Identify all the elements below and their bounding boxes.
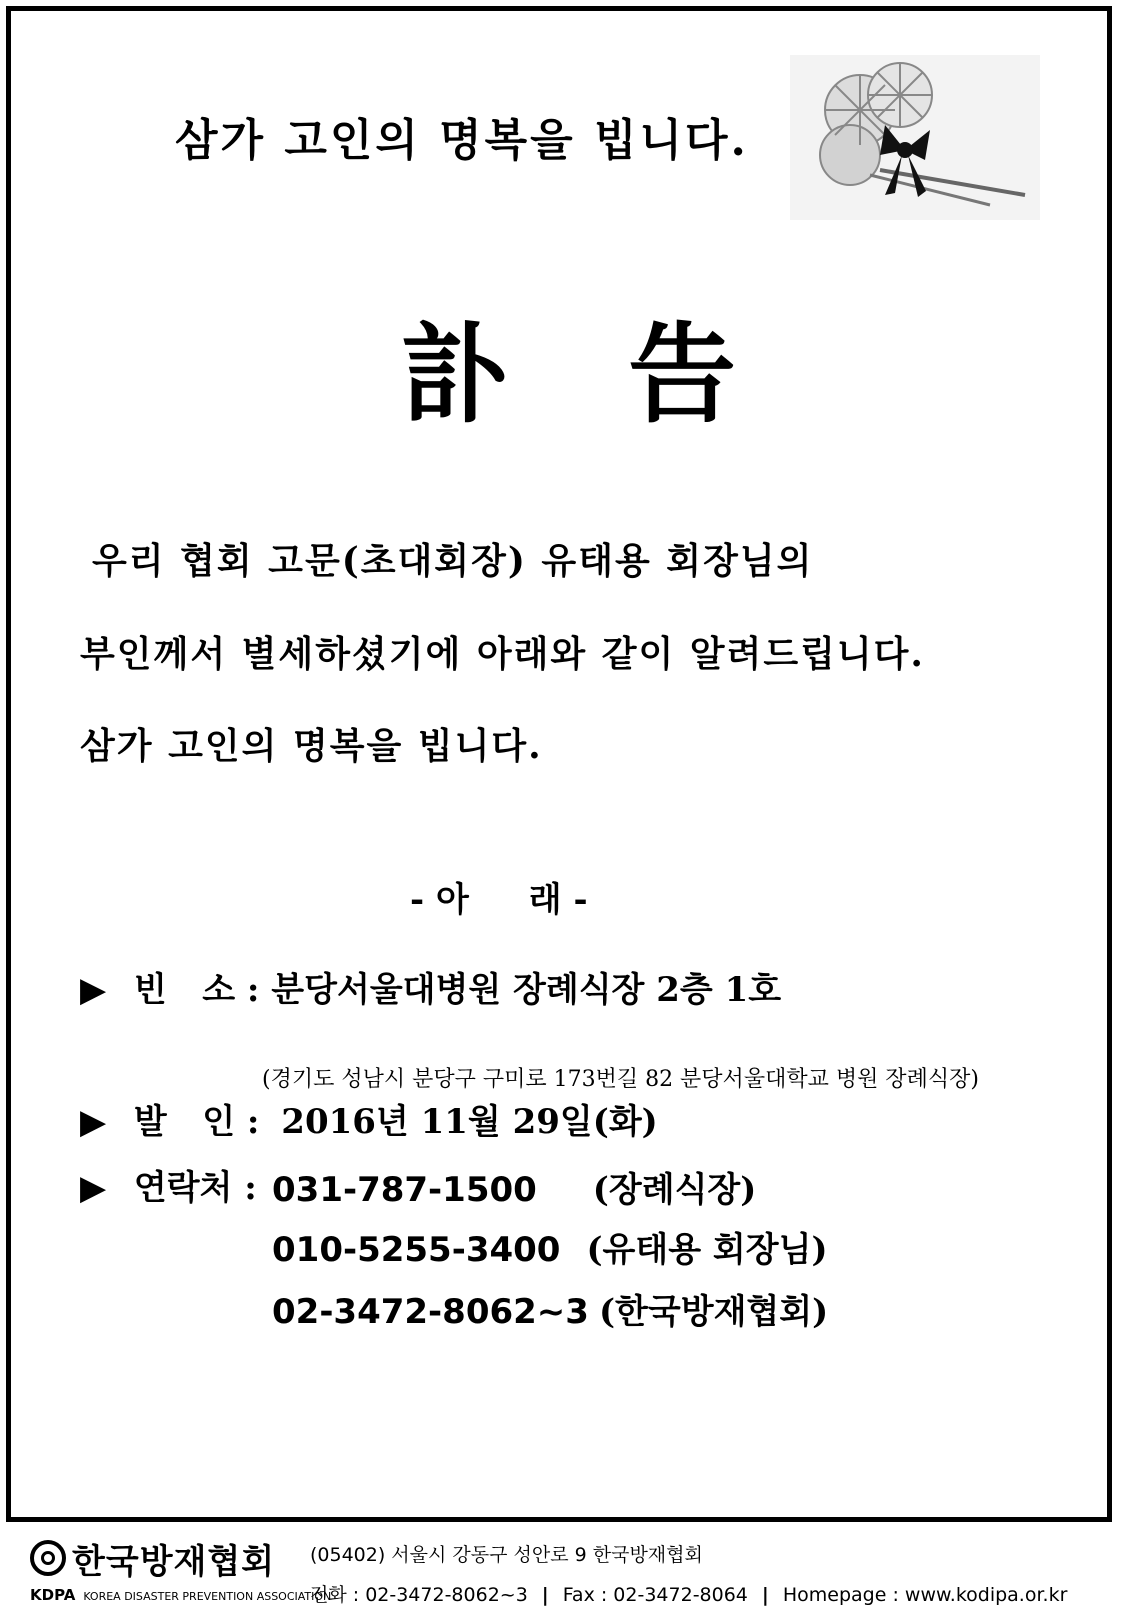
kdpa-emblem-icon [30,1540,66,1576]
contact-note: (장례식장) [592,1170,757,1210]
contact-note: (유태용 회장님) [586,1230,828,1270]
contact-row [80,1160,257,1209]
contact-item [272,1284,828,1333]
title-char-bu: 訃 [400,312,509,438]
org-abbr: KDPA [30,1586,76,1604]
obituary-title [400,288,736,443]
funeral-hall-row [80,962,781,1011]
separator: | [761,1584,769,1606]
separator: | [541,1584,549,1606]
title-char-go: 告 [628,312,737,438]
arrow-icon: ▶ [80,1168,107,1208]
condolence-greeting: 삼가 고인의 명복을 빕니다. [175,115,749,166]
org-contact [310,1580,1067,1607]
funeral-hall-address: (경기도 성남시 분당구 구미로 173번길 82 분당서울대학교 병원 장례식장) [262,1067,979,1092]
departure-value: 2016년 11월 29일(화) [281,1102,658,1142]
kdpa-logo [30,1532,332,1612]
body-line-3: 삼가 고인의 명복을 빕니다. [80,725,543,767]
departure-row [80,1094,658,1143]
org-homepage-link[interactable]: Homepage : www.kodipa.or.kr [782,1584,1068,1606]
body-line-2: 부인께서 별세하셨기에 아래와 같이 알려드립니다. [80,633,925,675]
org-phone: 전화 : 02-3472-8062~3 [310,1584,528,1606]
contact-note: (한국방재협회) [598,1292,829,1332]
body-line-1: 우리 협회 고문(초대회장) 유태용 회장님의 [92,540,814,582]
org-address: (05402) 서울시 강동구 성안로 9 한국방재협회 [310,1544,703,1566]
below-heading-left: - 아 [410,880,469,920]
org-english: KOREA DISASTER PREVENTION ASSOCIATION [83,1590,332,1603]
org-english-name [30,1586,331,1604]
org-name: 한국방재협회 [72,1542,276,1582]
contact-item [272,1222,828,1271]
contact-item [272,1162,756,1211]
contact-number: 031-787-1500 [272,1170,537,1210]
below-heading [410,872,588,921]
chrysanthemum-ribbon-image [790,55,1040,220]
funeral-hall-value: 분당서울대병원 장례식장 2층 1호 [271,970,782,1010]
funeral-hall-label: 빈 소 : [133,970,260,1010]
org-fax: Fax : 02-3472-8064 [562,1584,748,1606]
contact-number: 02-3472-8062~3 [272,1292,589,1332]
arrow-icon: ▶ [80,970,107,1010]
contact-label: 연락처 : [133,1168,257,1208]
departure-label: 발 인 : [133,1102,260,1142]
below-heading-right: 래 - [528,880,588,920]
arrow-icon: ▶ [80,1102,107,1142]
contact-number: 010-5255-3400 [272,1230,561,1270]
